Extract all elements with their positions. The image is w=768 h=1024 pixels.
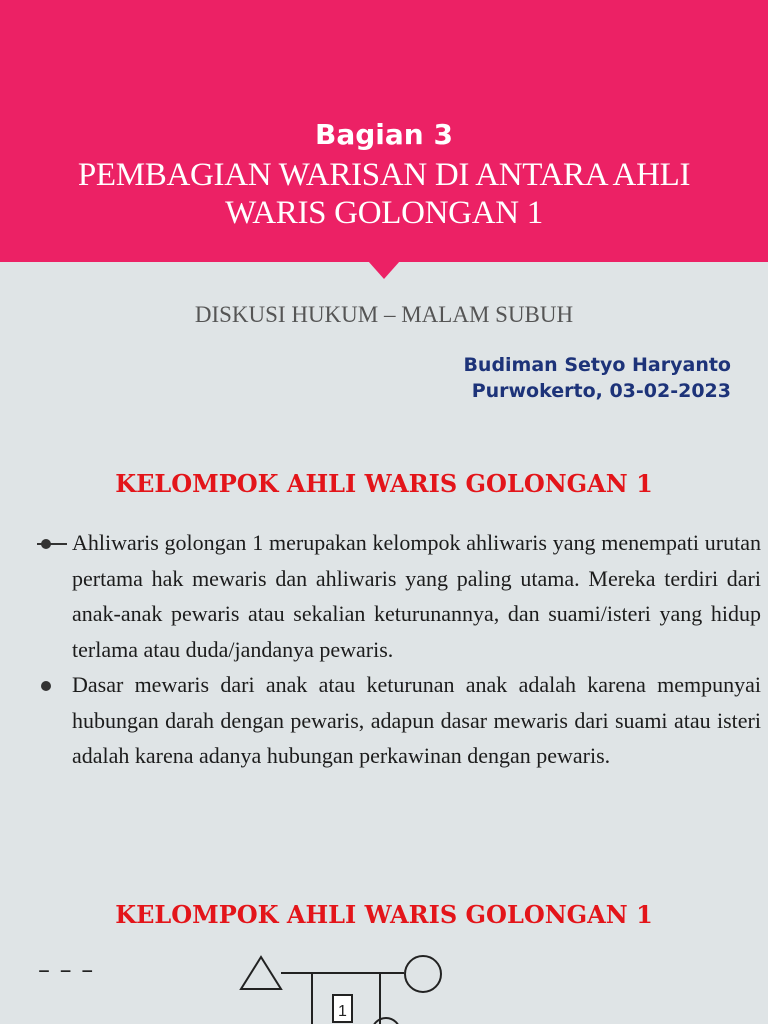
title-banner [0,0,768,262]
list-item [37,667,761,774]
section-label: Bagian 3 [315,118,453,151]
banner-notch [368,261,400,279]
circle-child-icon [372,1018,400,1024]
author-place-date: Purwokerto, 03-02-2023 [471,380,731,402]
bullet-text: Dasar mewaris dari anak atau keturunan anak adalah karena mempunyai hubungan darah dengan pewaris, adapun dasar mewaris dari suami atau isteri adalah karena adanya hubungan perkawinan dengan pewaris. [72,672,761,768]
circle-female-icon [405,956,441,992]
bullet-text: Ahliwaris golongan 1 merupakan kelompok ahliwaris yang menempati urutan pertama hak mewaris dan ahliwaris yang paling utama. Mereka terdiri dari anak-anak pewaris atau sekalian keturunannya, dan suami/isteri yang hidup terlama atau duda/jandanya pewaris. [72,530,761,662]
slide-title-line1: PEMBAGIAN WARISAN DI ANTARA AHLI [77,157,691,193]
list-item [37,525,761,667]
slide-title [0,156,768,232]
dash-marks: – – – [38,956,95,984]
bullet-list [37,525,761,774]
slide-title-line2: WARIS GOLONGAN 1 [225,195,543,231]
subtitle: DISKUSI HUKUM – MALAM SUBUH [194,302,574,327]
number-box-label: 1 [338,1003,347,1020]
section-heading-2: KELOMPOK AHLI WARIS GOLONGAN 1 [115,900,653,929]
section-heading-1: KELOMPOK AHLI WARIS GOLONGAN 1 [115,469,653,498]
bullet-dot-icon [41,681,51,691]
author-block [463,352,731,404]
triangle-male-icon [241,957,281,989]
family-tree-diagram [230,950,460,1024]
author-name: Budiman Setyo Haryanto [463,354,731,376]
bullet-dot-icon [41,539,51,549]
